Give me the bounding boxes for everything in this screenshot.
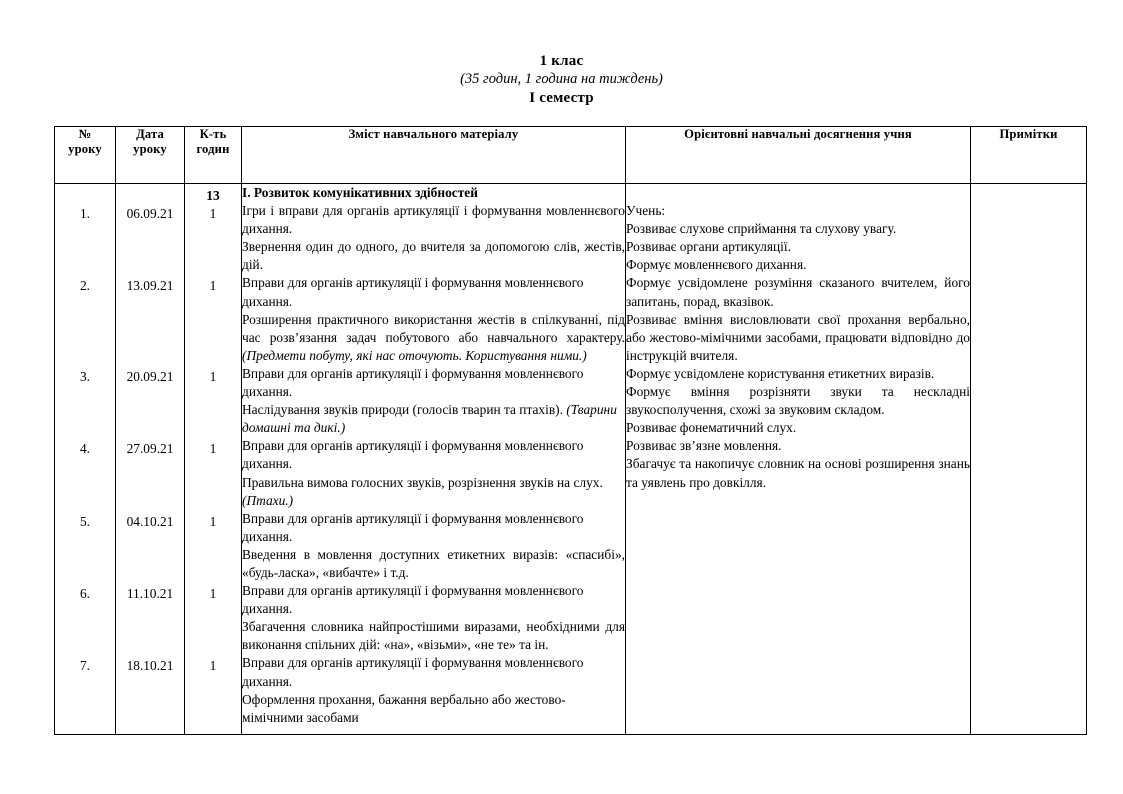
achievement-paragraph: Формує усвідомлене користування етикетних виразів. [626,365,935,381]
lesson-number: 5. [79,513,91,529]
lesson-number: 3. [79,368,91,384]
lesson-number: 6. [79,586,91,602]
heading-grade: 1 клас [539,53,584,69]
content-paragraph: Введення в мовлення доступних етикетних виразів: «спасибі», «будь-ласка», «вибачте» і т.д. [242,546,625,580]
lesson-hours-stack [185,184,241,734]
header-hours-count [185,127,242,184]
achievement-paragraph: Розвиває слухове сприймання та слухову увагу. [626,221,897,237]
content-paragraph: Вправи для органів артикуляції і формування мовленнєвого дихання. [242,583,584,617]
achievement-paragraph: Учень: [626,203,666,219]
lesson-date: 04.10.21 [126,513,174,529]
table-body [55,184,1087,735]
content-paragraph: Вправи для органів артикуляції і формування мовленнєвого дихання. [242,510,584,544]
header-lesson-date-line2: уроку [133,142,167,156]
achievement-paragraph: Формує вміння розрізняти звуки та нескладні звукосполучення, схожі за звуковим складом. [626,384,970,418]
achievement-paragraph: Розвиває органи артикуляції. [626,239,791,255]
achievement-paragraph: Формує мовленнєвого дихання. [626,257,807,273]
section-hours-total: 13 [206,188,220,203]
content-paragraph: Вправи для органів артикуляції і формування мовленнєвого дихання. [242,365,584,400]
lesson-hours: 1 [209,586,217,602]
content-paragraph: Ігри і вправи для органів артикуляції і формування мовленнєвого дихання. [242,203,625,237]
lesson-number: 7. [79,658,91,674]
content-stack [242,184,625,727]
lesson-hours: 1 [209,278,217,294]
document-heading [0,0,1123,108]
content-paragraph: Правильна вимова голосних звуків, розрізнення звуків на слух. (Птахи.) [242,474,603,508]
lesson-number: 2. [79,278,91,294]
lesson-hours: 1 [209,658,217,674]
header-notes: Примітки [971,127,1087,184]
schedule-table-wrapper [54,126,1086,735]
content-paragraph: Вправи для органів артикуляції і формування мовленнєвого дихання. [242,275,584,309]
header-content: Зміст навчального матеріалу [242,127,626,184]
lesson-number: 1. [79,206,91,222]
achievements-offset [626,184,970,202]
content-paragraph: Оформлення прохання, бажання вербально або жестово-мімічними засобами [242,691,566,725]
cell-lesson-dates [116,184,185,735]
lesson-date: 20.09.21 [126,368,174,384]
lesson-date: 06.09.21 [126,206,174,222]
achievement-paragraph: Збагачує та накопичує словник на основі розширення знань та уявлень про довкілля. [626,456,970,490]
content-paragraph: Розширення практичного використання жестів в спілкуванні, під час розв’язання задач побутового або навчального характеру. (Предмети побуту, які нас оточують. Користування ними.) [242,311,625,363]
cell-notes [971,184,1087,735]
lesson-number-stack [55,184,115,734]
lesson-date-stack [116,184,184,734]
lesson-hours: 1 [209,206,217,222]
lesson-date: 18.10.21 [126,658,174,674]
achievement-paragraph: Розвиває вміння висловлювати свої прохання вербально, або жестово-мімічними засобами, працювати відповідно до інструкцій вчителя. [626,311,970,363]
lesson-hours: 1 [209,368,217,384]
table-head [55,127,1087,184]
lesson-date: 13.09.21 [126,278,174,294]
header-lesson-date-line1: Дата [136,127,164,141]
cell-lesson-numbers [55,184,116,735]
content-paragraph: Вправи для органів артикуляції і формування мовленнєвого дихання. [242,438,584,472]
achievement-paragraph: Розвиває фонематичний слух. [626,420,797,436]
achievements-stack [626,184,970,492]
cell-content [242,184,626,735]
header-achievements: Орієнтовні навчальні досягнення учня [626,127,971,184]
achievement-paragraph: Формує усвідомлене розуміння сказаного вчителем, його запитань, порад, вказівок. [626,275,970,309]
achievement-paragraph: Розвиває зв’язне мовлення. [626,438,782,454]
table-body-row [55,184,1087,735]
section-title: I. Розвиток комунікативних здібностей [242,185,478,200]
header-lesson-date [116,127,185,184]
header-hours-count-line2: годин [196,142,230,156]
content-paragraph: Звернення один до одного, до вчителя за допомогою слів, жестів, дій. [242,239,625,273]
content-paragraph: Вправи для органів артикуляції і формування мовленнєвого дихання. [242,655,584,689]
header-lesson-number [55,127,116,184]
lesson-number: 4. [79,441,91,457]
header-row [55,127,1087,184]
content-paragraph: Збагачення словника найпростішими виразами, необхідними для виконання спільних дій: «на», «візьми», «не те» та ін. [242,619,625,653]
header-lesson-number-line2: уроку [68,142,102,156]
schedule-table [54,126,1087,735]
lesson-date: 11.10.21 [126,586,174,602]
cell-lesson-hours [185,184,242,735]
header-hours-count-line1: К-ть [199,127,227,141]
cell-achievements [626,184,971,735]
header-lesson-number-line1: № [78,127,92,141]
heading-term: I семестр [529,90,594,106]
heading-hours: (35 годин, 1 година на тиждень) [460,71,663,87]
lesson-date: 27.09.21 [126,441,174,457]
lesson-hours: 1 [209,513,217,529]
content-paragraph: Наслідування звуків природи (голосів тварин та птахів). (Тварини домашні та дикі.) [242,402,617,436]
lesson-hours: 1 [209,441,217,457]
